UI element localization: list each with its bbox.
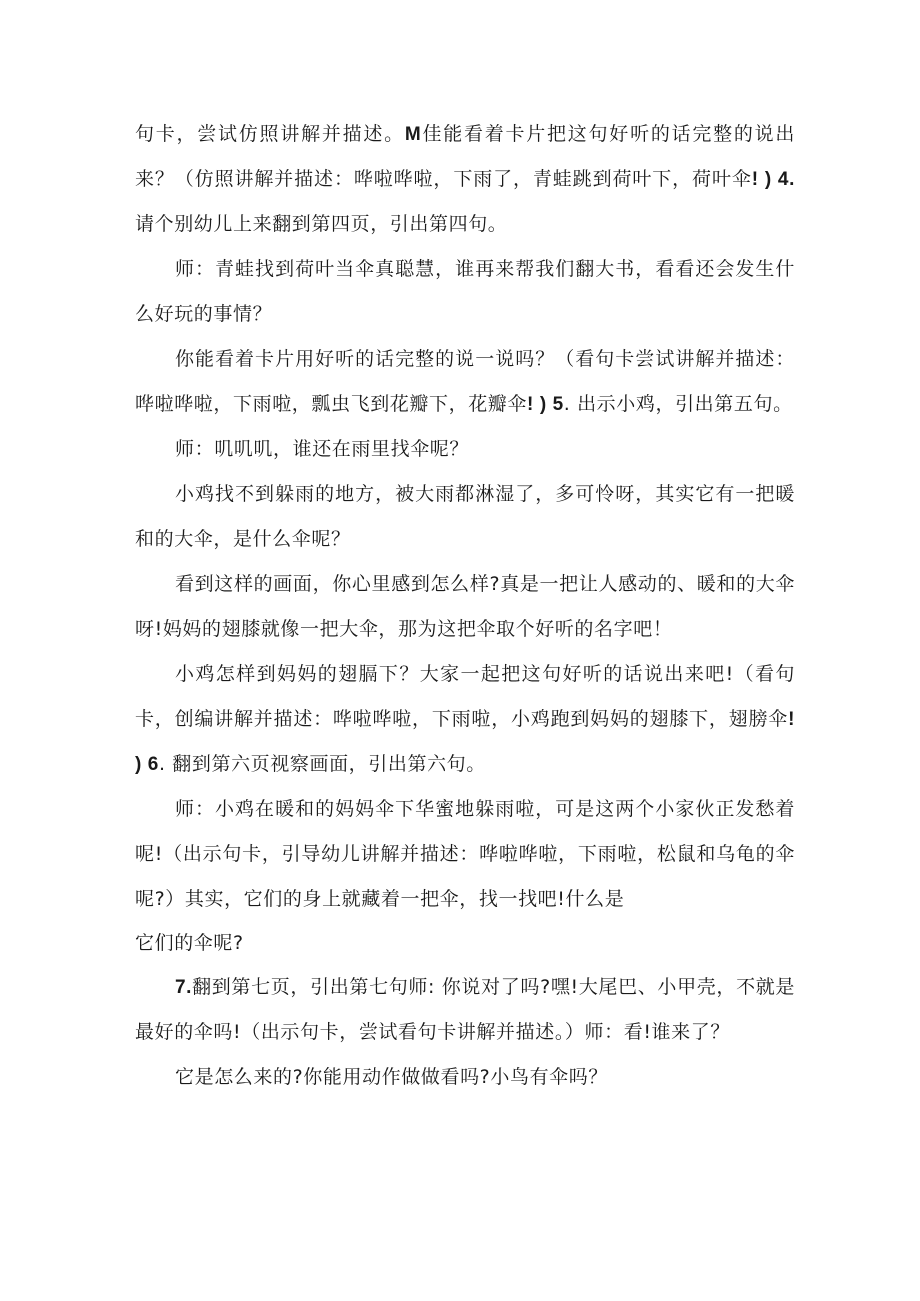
- paragraph-8: [135, 787, 795, 922]
- paragraph-3: [135, 337, 795, 427]
- text-run: 翻到第七页，引出第七句师: 你说对了吗?嘿!大尾巴、小甲壳，不就是最好的伞吗!（出示句卡，尝试看句卡讲解并描述。）师：看!谁来了？: [135, 976, 795, 1043]
- document-body: [135, 112, 795, 1100]
- bold-run: M: [404, 124, 422, 145]
- bold-run: ! ) 4.: [751, 169, 795, 190]
- text-run: 小鸡怎样到妈妈的翅膈下？大家一起把这句好听的话说出来吧!（看句卡，创编讲解并描述：哗啦哗啦，下雨啦，小鸡跑到妈妈的翅膝下，翅膀伞: [135, 663, 795, 730]
- paragraph-10: 它是怎么来的?你能用动作做做看吗?小鸟有伞吗？: [175, 1066, 608, 1088]
- text-run: 师：小鸡在暖和的妈妈伞下华蜜地躲雨啦，可是这两个小家伙正发愁着呢!（出示句卡，引导幼儿讲解并描述：哗啦哗啦，下雨啦，松鼠和乌龟的伞呢?）其实，它们的身上就藏着一把伞，找一找吧!什么是: [135, 798, 795, 910]
- text-run: 你能看着卡片用好听的话完整的说一说吗？（看句卡尝试讲解并描述：哗啦哗啦，下雨啦，瓢虫飞到花瓣下，花瓣伞: [135, 348, 795, 415]
- bold-run: ! ) 6: [135, 709, 795, 775]
- text-run: 句卡，尝试仿照讲解并描述。: [135, 123, 405, 145]
- bold-run: 7.: [175, 977, 193, 998]
- paragraph-1: [135, 112, 795, 247]
- text-run: 佳能看着卡片把这句好听的话完整的说出来？（仿照讲解并描述：哗啦哗啦，下雨了，青蛙跳到荷叶下，荷叶伞: [135, 123, 795, 190]
- paragraph-9: [135, 965, 795, 1055]
- paragraph-5: 小鸡找不到躲雨的地方，被大雨都淋湿了，多可怜呀，其实它有一把暖和的大伞，是什么伞呢？: [135, 483, 795, 550]
- text-run: 请个别幼儿上来翻到第四页，引出第四句。: [135, 213, 508, 235]
- text-run: . 出示小鸡，引出第五句。: [563, 393, 793, 415]
- paragraph-6: 看到这样的画面，你心里感到怎么样?真是一把让人感动的、暖和的大伞呀!妈妈的翅膝就像一把大伞，那为这把伞取个好听的名字吧！: [135, 573, 795, 640]
- paragraph-4: 师：叽叽叽，谁还在雨里找伞呢？: [175, 438, 470, 460]
- paragraph-7: [135, 652, 795, 787]
- text-run: . 翻到第六页视察画面，引出第六句。: [158, 753, 486, 775]
- paragraph-2: 师：青蛙找到荷叶当伞真聪慧，谁再来帮我们翻大书，看看还会发生什么好玩的事情？: [135, 258, 795, 325]
- paragraph-8-continuation: 它们的伞呢?: [135, 932, 244, 954]
- bold-run: ! ) 5: [527, 394, 564, 415]
